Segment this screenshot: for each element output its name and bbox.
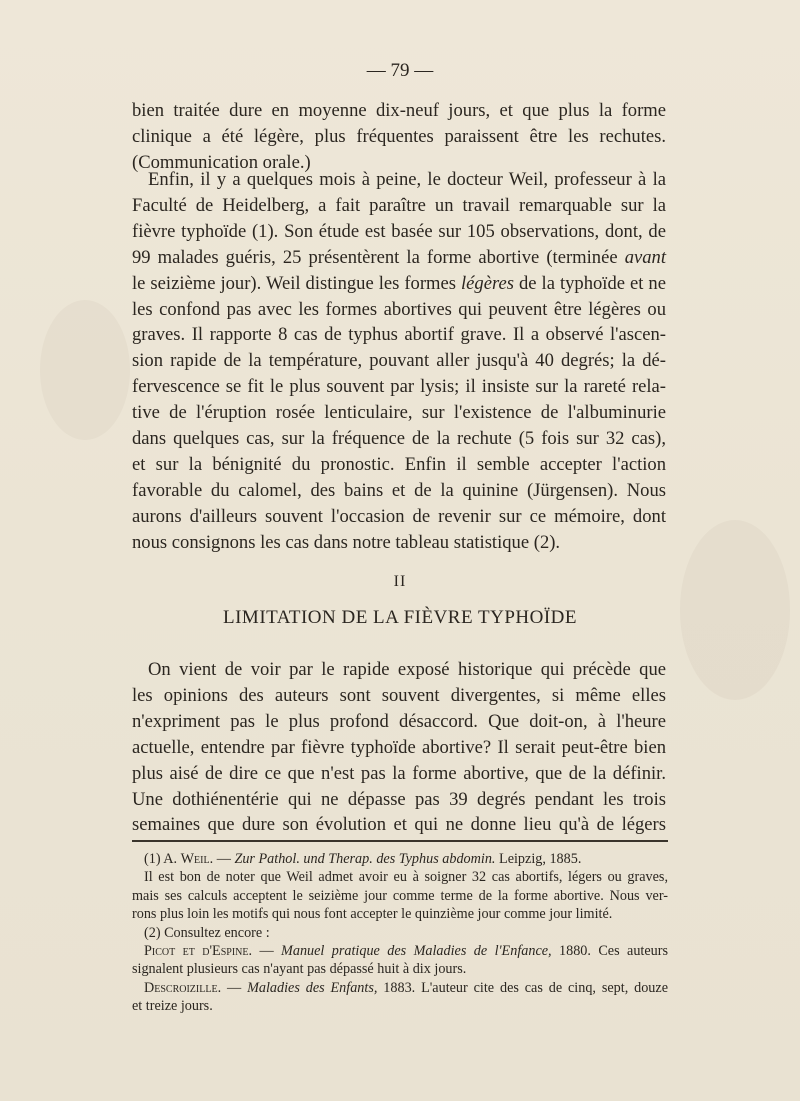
paragraph-continuation	[132, 98, 666, 176]
text-line: Faculté de Heidelberg, a fait paraître un travail remarquable sur la	[132, 194, 666, 216]
footnote-tail: Leipzig, 1885.	[495, 851, 582, 867]
text-line: semaines que dure son évolution et qui ne donne lieu qu'à de légers	[132, 814, 666, 836]
text-line: On vient de voir par le rapide exposé historique qui précède que	[148, 659, 666, 680]
text-line: n'expriment pas le plus profond désaccord. Que doit-on, à l'heure	[132, 710, 666, 732]
footnote-2: (2) Consultez encore :	[144, 924, 270, 941]
footnote-line: mais ses calculs acceptent le seizième jour comme terme de la forme abortive. Nous ver-	[132, 887, 668, 904]
footnote-title: Maladies des Enfants,	[247, 979, 378, 996]
paper-stain	[40, 300, 130, 440]
text-line: nous consignons les cas dans notre tableau statistique (2).	[132, 531, 561, 553]
footnote-dash: —	[221, 979, 248, 996]
footnote-line: rons plus loin les motifs qui nous font accepter le quinzième jour comme jour limité.	[132, 906, 613, 923]
footnote-tail: 1883. L'auteur cite des cas de cinq, sept, douze	[377, 979, 668, 996]
text-line: et sur la bénignité du pronostic. Enfin il semble accepter l'action	[132, 453, 666, 475]
text-line: tive de l'éruption rosée lenticulaire, sur l'existence de l'albuminurie	[132, 402, 666, 424]
footnote-line: Il est bon de noter que Weil admet avoir eu à soigner 32 cas abortifs, légers ou graves,	[144, 869, 668, 886]
footnote-line: et treize jours.	[132, 998, 213, 1015]
section-title: LIMITATION DE LA FIÈVRE TYPHOÏDE	[223, 607, 577, 628]
text-line: les opinions des auteurs sont souvent divergentes, si même elles	[132, 684, 666, 706]
text-line: plus aisé de dire ce que n'est pas la forme abortive, que de la définir.	[132, 762, 666, 784]
footnotes	[132, 850, 668, 1016]
text-segment: le seizième jour). Weil distingue les formes	[132, 272, 456, 294]
text-line: dans quelques cas, sur la fréquence de la rechute (5 fois sur 32 cas),	[132, 428, 666, 450]
text-line: actuelle, entendre par fièvre typhoïde abortive? Il serait peut-être bien	[132, 736, 666, 758]
footnote-dash: —	[213, 851, 235, 867]
text-line: aurons d'ailleurs souvent l'occasion de revenir sur ce mémoire, dont	[132, 505, 666, 527]
paragraph-weil	[132, 167, 666, 556]
paragraph-limitation	[132, 657, 666, 838]
footnote-divider	[132, 840, 668, 842]
footnote-reference	[132, 979, 668, 997]
footnote-author: Descroizille.	[144, 979, 222, 996]
text-line	[132, 271, 666, 297]
section-number: II	[393, 573, 407, 590]
text-line: clinique a été légère, plus fréquentes paraissent être les rechutes.	[132, 125, 666, 147]
italic-word: avant	[624, 246, 666, 268]
text-line: (Communication orale.)	[132, 151, 311, 173]
footnote-dash: —	[252, 943, 282, 960]
footnote-line: signalent plusieurs cas n'ayant pas dépassé huit à dix jours.	[132, 961, 467, 978]
footnote-author: Weil.	[180, 851, 214, 867]
text-line: Une dothiénentérie qui ne dépasse pas 39 degrés pendant les trois	[132, 788, 666, 810]
text-segment: de la typhoïde et ne	[519, 272, 666, 294]
footnote-author: Picot et d'Espine.	[144, 943, 253, 960]
text-line: fervescence se fit le plus souvent par lysis; il insiste sur la rareté rela-	[132, 376, 666, 398]
footnote-reference	[132, 942, 668, 960]
text-line: fièvre typhoïde (1). Son étude est basée sur 105 observations, dont, de	[132, 220, 666, 242]
footnote-title: Manuel pratique des Maladies de l'Enfance,	[281, 943, 552, 960]
text-line: favorable du calomel, des bains et de la quinine (Jürgensen). Nous	[132, 479, 666, 501]
footnote-marker: (1) A.	[144, 851, 178, 867]
text-line: bien traitée dure en moyenne dix-neuf jours, et que plus la forme	[132, 100, 666, 121]
footnote-1	[132, 850, 668, 868]
text-segment: 99 malades guéris, 25 présentèrent la forme abortive (terminée	[132, 246, 618, 268]
footnote-tail: 1880. Ces auteurs	[551, 943, 668, 960]
text-line: graves. Il rapporte 8 cas de typhus abortif grave. Il a observé l'ascen-	[132, 324, 666, 346]
text-line: Enfin, il y a quelques mois à peine, le docteur Weil, professeur à la	[148, 169, 666, 190]
page-number: — 79 —	[366, 60, 434, 81]
text-line: les confond pas avec les formes abortives qui peuvent être légères ou	[132, 298, 666, 320]
text-line	[132, 245, 666, 271]
text-line: sion rapide de la température, pouvant aller jusqu'à 40 degrés; la dé-	[132, 350, 666, 372]
footnote-title: Zur Pathol. und Therap. des Typhus abdomin.	[234, 851, 496, 867]
italic-word: légères	[460, 272, 514, 294]
